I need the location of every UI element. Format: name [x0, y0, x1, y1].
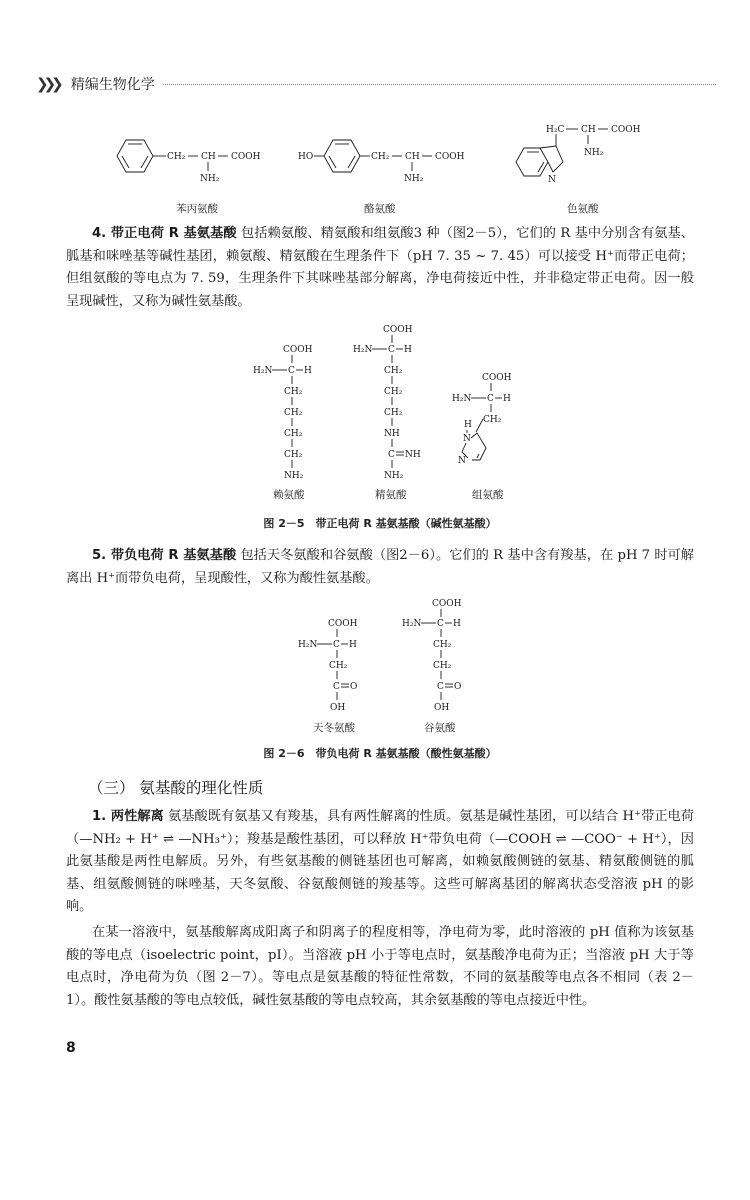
glu-ch2-2: CH₂ [433, 661, 452, 671]
phe-ch: CH [201, 152, 216, 162]
arg-c: C [388, 345, 395, 355]
asp-ch2: CH₂ [329, 661, 348, 671]
paragraph-positive-r [66, 223, 694, 313]
arg-eq-nh: NH [405, 450, 421, 460]
para1-label: 1. 两性解离 [92, 809, 164, 824]
glutamate-structure [402, 599, 462, 734]
his-name: 组氨酸 [472, 489, 504, 501]
trp-name: 色氨酸 [567, 203, 599, 215]
trp-nh2: NH₂ [584, 148, 604, 158]
lys-c: C [288, 366, 295, 376]
his-n2: N [458, 456, 466, 466]
asp-o: O [350, 682, 358, 692]
trp-n: N [548, 175, 556, 185]
trp-h2c: H₂C [546, 125, 565, 135]
arg-ch2-2: CH₂ [384, 387, 403, 397]
tyr-ho: HO [298, 152, 314, 162]
arg-ch2-1: CH₂ [384, 366, 403, 376]
arginine-structure [353, 325, 421, 501]
arg-c2: C [388, 450, 395, 460]
arg-h2n: H₂N [353, 345, 373, 355]
para1-text: 氨基酸既有氨基又有羧基，具有两性解离的性质。氨基是碱性基团，可以结合 H⁺带正电荷（—NH₂ + H⁺ ⇌ —NH₃⁺）；羧基是酸性基团，可以释放 H⁺带负电荷（—COOH ⇌ —COO⁻ + H⁺），因此氨基酸是两性电解质。另外，有些氨基酸的侧链基团也可解离，如赖氨酸侧链的氨基、精氨酸侧链的胍基、组氨酸侧链的咪唑基，天冬氨酸、谷氨酸侧链的羧基等。这些可解离基团的解离状态受溶液 pH 的影响。 [66, 809, 694, 915]
chevron-icon: ❯❯❯ [36, 75, 59, 93]
running-header [36, 72, 716, 96]
aspartate-structure [298, 619, 358, 734]
asp-oh: OH [330, 703, 346, 713]
phe-name: 苯丙氨酸 [176, 203, 218, 215]
tyr-ch: CH [405, 152, 420, 162]
figure-2-6-caption: 图 2－6 带负电荷 R 基氨基酸（酸性氨基酸） [263, 747, 497, 760]
lys-h: H [304, 366, 312, 376]
trp-cooh: COOH [611, 125, 641, 135]
asp-cooh: COOH [328, 619, 358, 629]
lys-name: 赖氨酸 [273, 489, 305, 501]
tryptophan-structure [516, 125, 641, 215]
glu-name: 谷氨酸 [424, 722, 456, 734]
his-nh-h: H [464, 420, 472, 430]
paragraph-negative-r [66, 545, 694, 590]
para4-text: 包括赖氨酸、精氨酸和组氨酸3 种（图2－5），它们的 R 基中分别含有氨基、胍基和咪唑基等碱性基团，赖氨酸、精氨酸在生理条件下（pH 7. 35 ~ 7. 45）可以接受 H⁺而带正电荷；但组氨酸的等电点为 7. 59，生理条件下其咪唑基部分解离，净电荷接近中性，并非稳定带正电荷。因一般呈现碱性，又称为碱性氨基酸。 [66, 226, 694, 309]
glu-co: C [437, 682, 444, 692]
tyr-cooh: COOH [435, 152, 465, 162]
asp-c: C [333, 640, 340, 650]
asp-name: 天冬氨酸 [313, 722, 355, 734]
figure-2-5 [0, 320, 750, 506]
para2-text: 在某一溶液中，氨基酸解离成阳离子和阴离子的程度相等，净电荷为零，此时溶液的 pH 值称为该氨基酸的等电点（isoelectric point，pI）。当溶液 pH 小于等电点时，氨基酸净电荷为正；当溶液 pH 大于等电点时，净电荷为负（图 2－7）。等电点是氨基酸的特征性常数，不同的氨基酸等电点各不相同（表 2－1）。酸性氨基酸的等电点较低，碱性氨基酸的等电点较高，其余氨基酸的等电点接近中性。 [66, 925, 694, 1008]
glu-o: O [454, 682, 462, 692]
trp-ch: CH [581, 125, 596, 135]
his-n1: N [463, 434, 471, 444]
phenylalanine-structure [117, 140, 261, 215]
glu-cooh: COOH [432, 599, 462, 609]
book-title: 精编生物化学 [70, 77, 155, 93]
arg-ch2-3: CH₂ [384, 408, 403, 418]
arg-name: 精氨酸 [375, 489, 407, 501]
aromatic-amino-acids-figure [0, 108, 750, 216]
phe-nh2: NH₂ [200, 174, 220, 184]
glu-c: C [437, 619, 444, 629]
glu-ch2-1: CH₂ [433, 640, 452, 650]
para4-label: 4. 带正电荷 R 基氨基酸 [92, 226, 237, 241]
arg-cooh: COOH [383, 325, 413, 335]
lys-h2n: H₂N [253, 366, 273, 376]
header-rule [163, 84, 716, 85]
lys-nh2: NH₂ [284, 471, 304, 481]
lys-ch2-3: CH₂ [284, 429, 303, 439]
asp-h2n: H₂N [298, 640, 318, 650]
his-ch2: CH₂ [483, 415, 502, 425]
lys-ch2-2: CH₂ [284, 408, 303, 418]
tyr-name: 酪氨酸 [364, 203, 396, 215]
histidine-structure [452, 373, 512, 501]
tyrosine-structure [298, 140, 465, 215]
figure-2-5-caption: 图 2－5 带正电荷 R 基氨基酸（碱性氨基酸） [263, 517, 497, 530]
glu-h: H [453, 619, 461, 629]
lysine-structure [253, 345, 313, 501]
arg-h: H [404, 345, 412, 355]
lys-ch2-1: CH₂ [284, 387, 303, 397]
paragraph-amphoteric [66, 806, 694, 919]
lys-ch2-4: CH₂ [284, 450, 303, 460]
asp-h: H [349, 640, 357, 650]
para5-text: 包括天冬氨酸和谷氨酸（图2－6）。它们的 R 基中含有羧基，在 pH 7 时可解离出 H⁺而带负电荷，呈现酸性，又称为酸性氨基酸。 [66, 548, 694, 586]
figure-2-6 [0, 594, 750, 736]
glu-h2n: H₂N [402, 619, 422, 629]
tyr-nh2: NH₂ [404, 174, 424, 184]
tyr-ch2: CH₂ [371, 152, 390, 162]
phe-ch2: CH₂ [167, 152, 186, 162]
paragraph-isoelectric [66, 922, 694, 1012]
section-heading: （三） 氨基酸的理化性质 [88, 779, 264, 797]
arg-nh: NH [384, 429, 400, 439]
his-c: C [487, 394, 494, 404]
his-h2n: H₂N [452, 394, 472, 404]
phe-cooh: COOH [231, 152, 261, 162]
para5-label: 5. 带负电荷 R 基氨基酸 [92, 548, 237, 563]
arg-nh2: NH₂ [384, 471, 404, 481]
his-cooh: COOH [482, 373, 512, 383]
his-h: H [503, 394, 511, 404]
asp-co: C [333, 682, 340, 692]
glu-oh: OH [434, 703, 450, 713]
lys-cooh: COOH [283, 345, 313, 355]
page-number: 8 [66, 1040, 76, 1056]
